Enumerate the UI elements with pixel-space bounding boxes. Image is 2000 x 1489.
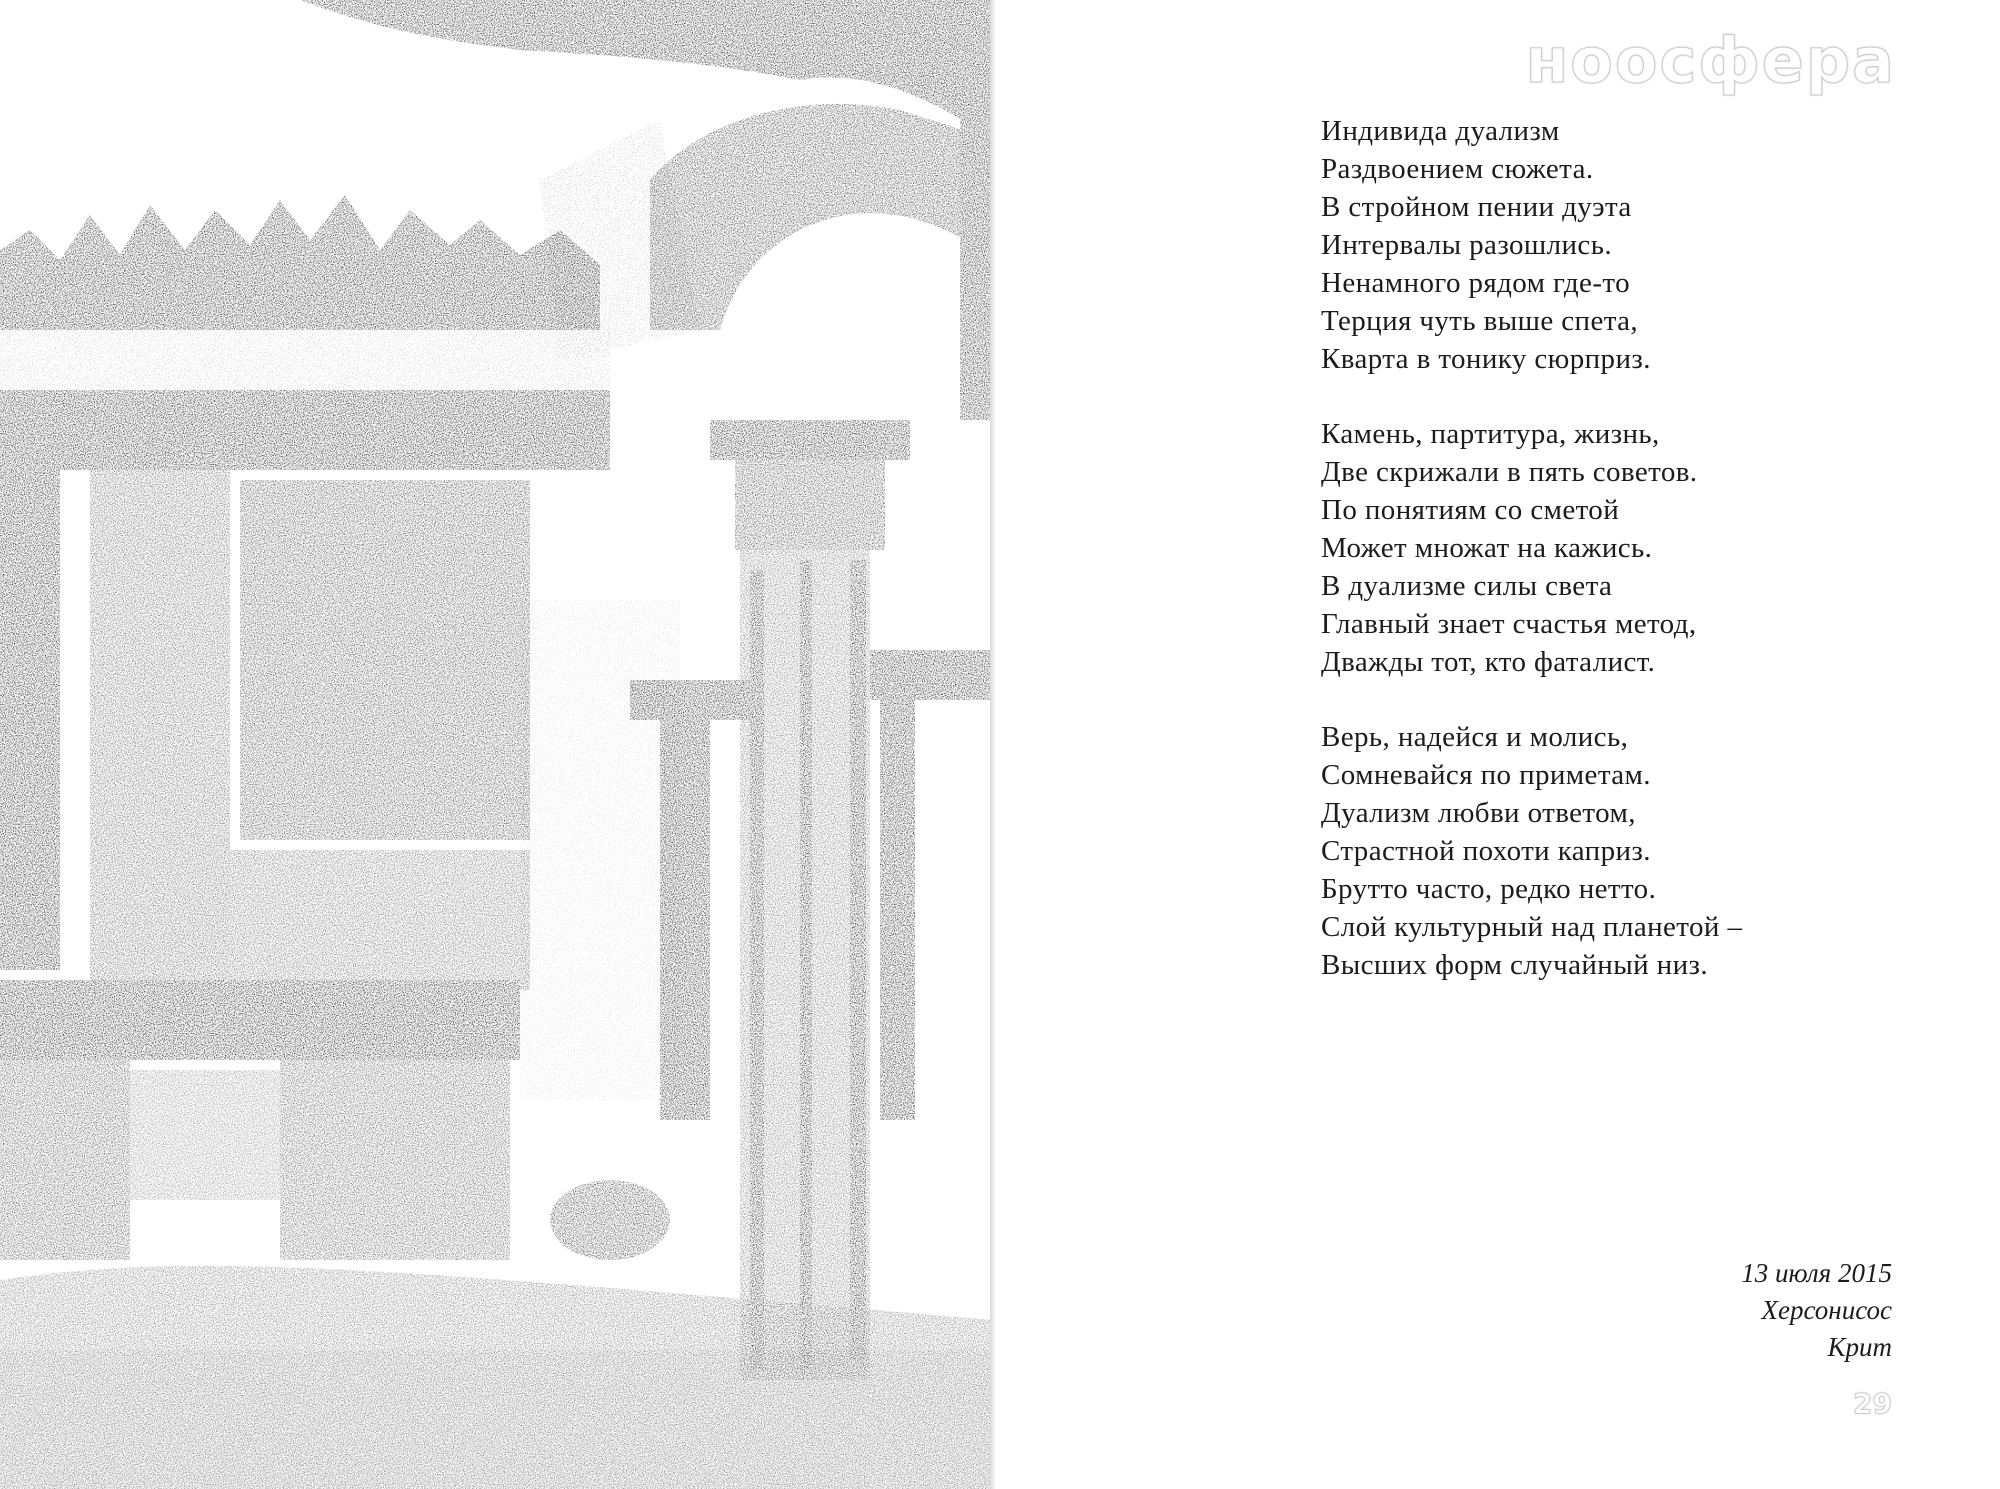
ruins-sketch-illustration bbox=[0, 0, 994, 1489]
dateline-region: Крит bbox=[1827, 1332, 1892, 1362]
poem-stanza-2 bbox=[1321, 415, 1742, 681]
poem-line: Раздвоением сюжета. bbox=[1321, 153, 1594, 185]
poem-stanza-1 bbox=[1321, 112, 1742, 378]
poem-stanza-3 bbox=[1321, 718, 1742, 984]
poem bbox=[1321, 112, 1742, 1021]
poem-line: Слой культурный над планетой – bbox=[1321, 911, 1743, 943]
poem-line: В дуализме силы света bbox=[1321, 570, 1613, 602]
poem-line: Дуализм любви ответом, bbox=[1321, 797, 1636, 829]
poem-line: Главный знает счастья метод, bbox=[1321, 608, 1697, 640]
text-page bbox=[996, 0, 2000, 1489]
poem-line: Брутто часто, редко нетто. bbox=[1321, 873, 1657, 905]
charcoal-illustration-page bbox=[0, 0, 994, 1489]
poem-line: Сомневайся по приметам. bbox=[1321, 759, 1651, 791]
poem-line: В стройном пении дуэта bbox=[1321, 191, 1632, 223]
poem-line: Страстной похоти каприз. bbox=[1321, 835, 1651, 867]
poem-line: Ненамного рядом где-то bbox=[1321, 267, 1630, 299]
page-number: 29 bbox=[1853, 1387, 1892, 1420]
poem-line: По понятиям со сметой bbox=[1321, 494, 1620, 526]
dateline bbox=[1741, 1255, 1892, 1366]
poem-line: Кварта в тонику сюрприз. bbox=[1321, 343, 1651, 375]
poem-line: Верь, надейся и молись, bbox=[1321, 721, 1629, 753]
dateline-date: 13 июля 2015 bbox=[1741, 1258, 1892, 1288]
poem-line: Интервалы разошлись. bbox=[1321, 229, 1612, 261]
poem-line: Две скрижали в пять советов. bbox=[1321, 456, 1698, 488]
poem-line: Может множат на кажись. bbox=[1321, 532, 1653, 564]
poem-line: Индивида дуализм bbox=[1321, 115, 1560, 147]
poem-line: Высших форм случайный низ. bbox=[1321, 949, 1708, 981]
dateline-place: Херсонисос bbox=[1761, 1295, 1892, 1325]
poem-line: Камень, партитура, жизнь, bbox=[1321, 418, 1660, 450]
poem-line: Терция чуть выше спета, bbox=[1321, 305, 1639, 337]
running-head: ноосфера bbox=[1525, 24, 1896, 97]
poem-line: Дважды тот, кто фаталист. bbox=[1321, 646, 1656, 678]
